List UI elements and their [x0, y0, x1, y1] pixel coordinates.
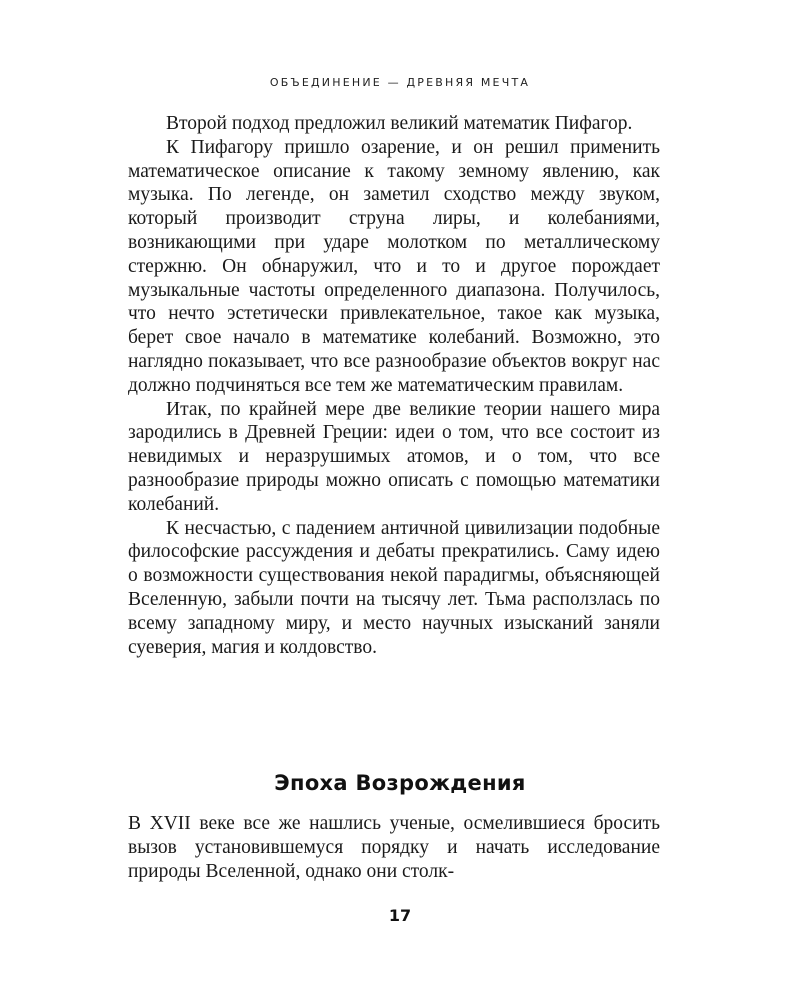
section-text [128, 812, 660, 883]
paragraph: Итак, по крайней мере две великие теории нашего мира зародились в Древней Греции: идеи о том, что все состоит из невидимых и неразрушимых атомов, и о том, что все разнообразие природы можно описать с помощью математики колебаний. [128, 398, 660, 515]
main-text [128, 112, 660, 659]
section-heading: Эпоха Возрождения [274, 771, 526, 795]
running-header: ОБЪЕДИНЕНИЕ — ДРЕВНЯЯ МЕЧТА [269, 76, 531, 89]
paragraph: Второй подход предложил великий математик Пифагор. [166, 113, 633, 134]
paragraph: В XVII веке все же нашлись ученые, осмелившиеся бросить вызов установившемуся порядку и начать исследование природы Вселенной, однако они столк- [128, 813, 660, 882]
paragraph: К Пифагору пришло озарение, и он решил применить математическое описание к такому земному явлению, как музыка. По легенде, он заметил сходство между звуком, который производит струна лиры, и колебаниями, возникающими при ударе молотком по металлическому стержню. Он обнаружил, что и то и другое порождает музыкальные частоты определенного диапазона. Получилось, что нечто эстетически привлекательное, такое как музыка, берет свое начало в математике колебаний. Возможно, это наглядно показывает, что все разнообразие объектов вокруг нас должно подчиняться все тем же математическим правилам. [128, 136, 660, 396]
page-number: 17 [388, 906, 412, 925]
paragraph: К несчастью, с падением античной цивилизации подобные философские рассуждения и дебаты прекратились. Саму идею о возможности существования некой парадигмы, объясняющей Вселенную, забыли почти на тысячу лет. Тьма расползлась по всему западному миру, и место научных изысканий заняли суеверия, магия и колдовство. [128, 517, 660, 658]
